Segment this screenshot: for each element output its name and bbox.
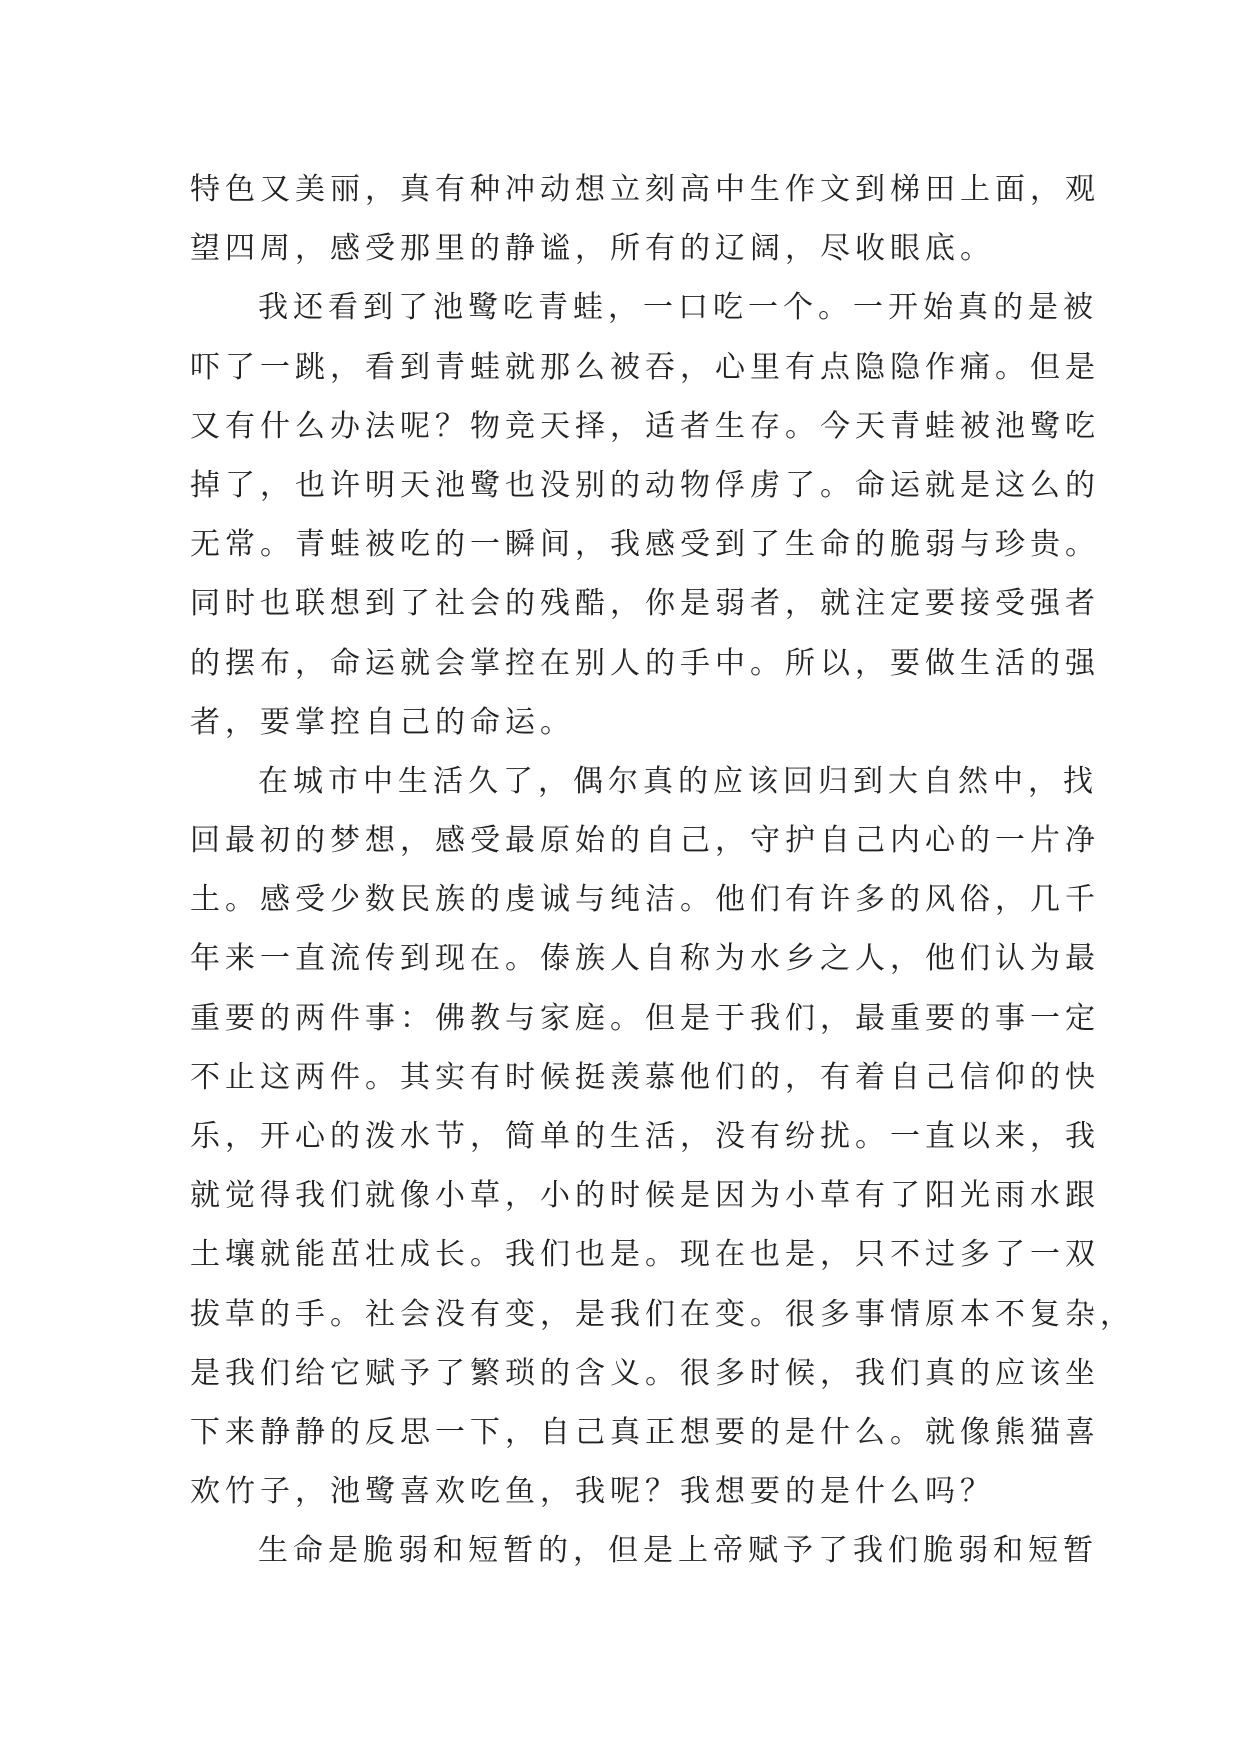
text-line: 无常。青蛙被吃的一瞬间，我感受到了生命的脆弱与珍贵。 [190,527,1100,563]
text-line: 土。感受少数民族的虔诚与纯洁。他们有许多的风俗，几千 [190,882,1100,918]
text-line: 又有什么办法呢？物竞天择，适者生存。今天青蛙被池鹭吃 [190,408,1100,444]
paragraph-start-line: 我还看到了池鹭吃青蛙，一口吃一个。一开始真的是被 [258,290,1098,326]
body-text [190,160,1135,1581]
text-line: 土壤就能茁壮成长。我们也是。现在也是，只不过多了一双 [190,1237,1100,1273]
text-line: 特色又美丽，真有种冲动想立刻高中生作文到梯田上面，观 [190,172,1100,207]
text-line: 是我们给它赋予了繁琐的含义。很多时候，我们真的应该坐 [190,1355,1100,1391]
text-line: 重要的两件事：佛教与家庭。但是于我们，最重要的事一定 [190,1000,1100,1036]
text-line: 望四周，感受那里的静谧，所有的辽阔，尽收眼底。 [190,231,995,267]
paragraph-start-line: 在城市中生活久了，偶尔真的应该回归到大自然中，找 [258,763,1098,799]
text-line: 拔草的手。社会没有变，是我们在变。很多事情原本不复杂， [190,1296,1135,1332]
text-line: 欢竹子，池鹭喜欢吃鱼，我呢？我想要的是什么吗？ [190,1474,995,1510]
text-line: 掉了，也许明天池鹭也没别的动物俘虏了。命运就是这么的 [190,467,1100,503]
text-line: 年来一直流传到现在。傣族人自称为水乡之人，他们认为最 [190,941,1100,977]
text-line: 吓了一跳，看到青蛙就那么被吞，心里有点隐隐作痛。但是 [190,349,1100,385]
text-line: 乐，开心的泼水节，简单的生活，没有纷扰。一直以来，我 [190,1119,1100,1154]
paragraph-start-line: 生命是脆弱和短暂的，但是上帝赋予了我们脆弱和短暂 [258,1533,1098,1569]
text-line: 就觉得我们就像小草，小的时候是因为小草有了阳光雨水跟 [190,1178,1100,1214]
text-line: 同时也联想到了社会的残酷，你是弱者，就注定要接受强者 [190,586,1100,622]
text-line: 的摆布，命运就会掌控在别人的手中。所以，要做生活的强 [190,645,1100,681]
text-line: 不止这两件。其实有时候挺羡慕他们的，有着自己信仰的快 [190,1059,1100,1095]
text-line: 下来静静的反思一下，自己真正想要的是什么。就像熊猫喜 [190,1414,1100,1450]
text-line: 回最初的梦想，感受最原始的自己，守护自己内心的一片净 [190,823,1100,859]
text-line: 者，要掌控自己的命运。 [190,704,575,740]
